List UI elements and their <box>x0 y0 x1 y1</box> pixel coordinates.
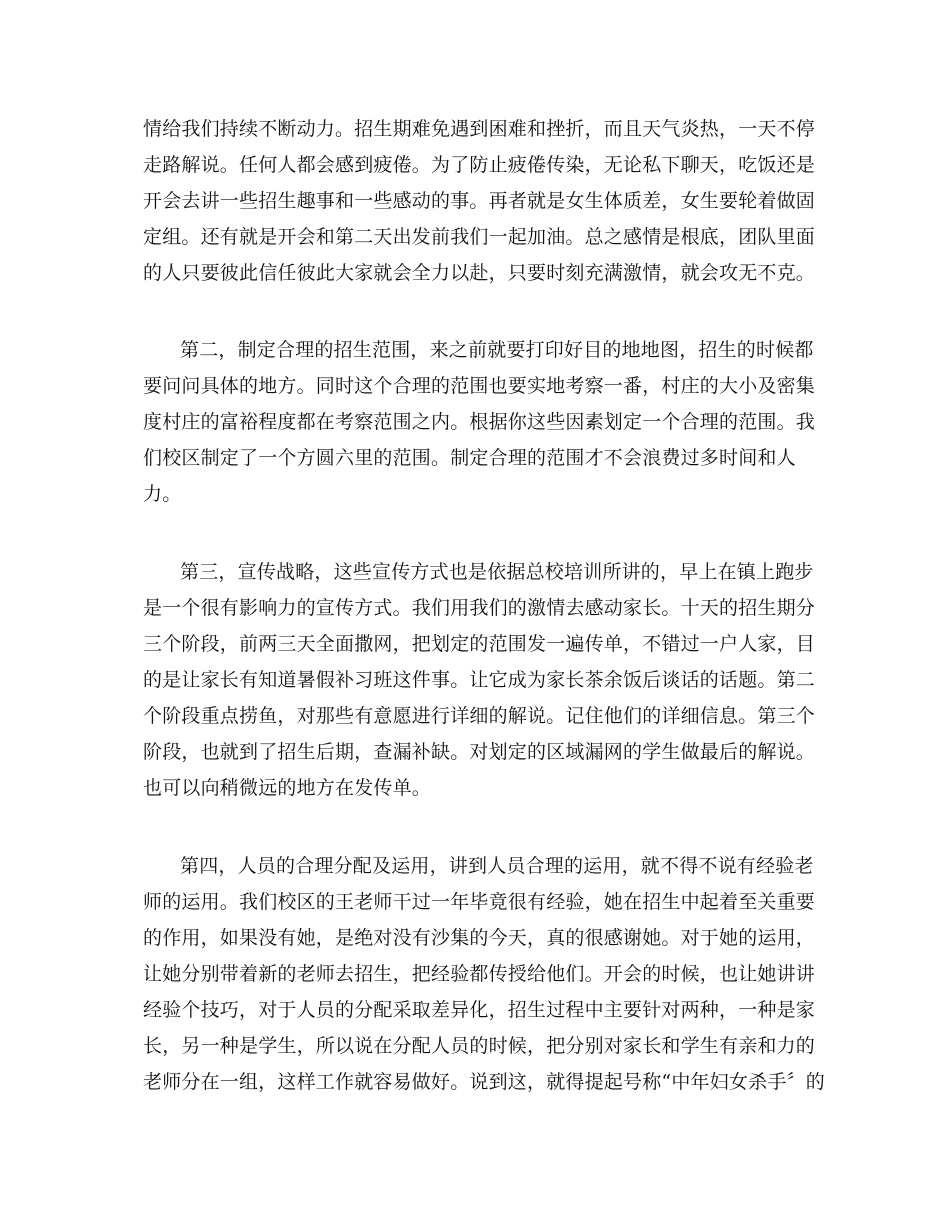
text-line: 阶段，也就到了招生后期，查漏补缺。对划定的区域漏网的学生做最后的解说。 <box>143 741 816 763</box>
text-line: 也可以向稍微远的地方在发传单。 <box>143 777 432 799</box>
text-line: 师的运用。我们校区的王老师干过一年毕竟很有经验，她在招生中起着至关重要 <box>143 891 816 913</box>
text-line: 力。 <box>143 483 182 505</box>
text-line: 的人只要彼此信任彼此大家就会全力以赴，只要时刻充满激情，就会攻无不克。 <box>143 262 816 284</box>
text-line: 们校区制定了一个方圆六里的范围。制定合理的范围才不会浪费过多时间和人 <box>143 447 796 469</box>
text-line: 长，另一种是学生，所以说在分配人员的时候，把分别对家长和学生有亲和力的 <box>143 1035 816 1057</box>
text-line: 的作用，如果没有她，是绝对没有沙集的今天，真的很感谢她。对于她的运用， <box>143 927 816 949</box>
text-line: 个阶段重点捞鱼，对那些有意愿进行详细的解说。记住他们的详细信息。第三个 <box>143 705 816 727</box>
text-line: 开会去讲一些招生趣事和一些感动的事。再者就是女生体质差，女生要轮着做固 <box>143 190 816 212</box>
text-line: 第二，制定合理的招生范围，来之前就要打印好目的地地图，招生的时候都 <box>180 339 814 361</box>
text-line: 让她分别带着新的老师去招生，把经验都传授给他们。开会的时候，也让她讲讲 <box>143 963 816 985</box>
text-line: 的是让家长有知道暑假补习班这件事。让它成为家长茶余饭后谈话的话题。第二 <box>143 669 816 691</box>
text-line: 老师分在一组，这样工作就容易做好。说到这，就得提起号称“中年妇女杀手〞的 <box>143 1071 825 1093</box>
text-line: 走路解说。任何人都会感到疲倦。为了防止疲倦传染，无论私下聊天，吃饭还是 <box>143 154 816 176</box>
text-line: 情给我们持续不断动力。招生期难免遇到困难和挫折，而且天气炎热，一天不停 <box>143 118 816 140</box>
text-line: 要问问具体的地方。同时这个合理的范围也要实地考察一番，村庄的大小及密集 <box>143 375 816 397</box>
text-line: 第四，人员的合理分配及运用，讲到人员合理的运用，就不得不说有经验老 <box>180 855 814 877</box>
text-line: 定组。还有就是开会和第二天出发前我们一起加油。总之感情是根底，团队里面 <box>143 226 816 248</box>
text-line: 三个阶段，前两三天全面撒网，把划定的范围发一遍传单，不错过一户人家，目 <box>143 633 816 655</box>
text-line: 经验个技巧，对于人员的分配采取差异化，招生过程中主要针对两种，一种是家 <box>143 999 816 1021</box>
text-line: 第三，宣传战略，这些宣传方式也是依据总校培训所讲的，早上在镇上跑步 <box>180 561 814 583</box>
text-line: 是一个很有影响力的宣传方式。我们用我们的激情去感动家长。十天的招生期分 <box>143 597 816 619</box>
text-line: 度村庄的富裕程度都在考察范围之内。根据你这些因素划定一个合理的范围。我 <box>143 411 816 433</box>
